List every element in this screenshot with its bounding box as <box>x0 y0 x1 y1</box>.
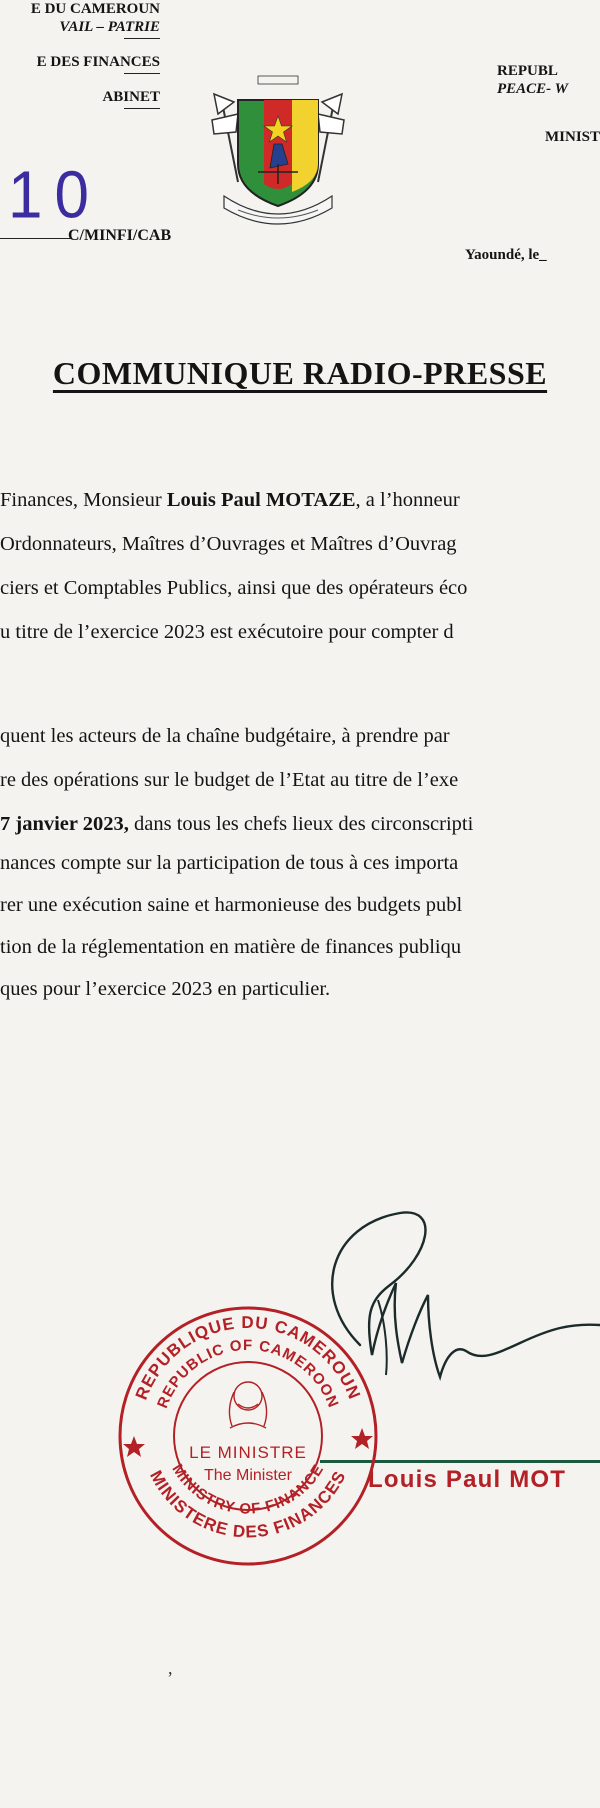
stamp-bottom-fr: MINISTERE DES FINANCES <box>146 1467 350 1542</box>
stamp-center-en: The Minister <box>203 1467 293 1484</box>
text-line: tion de la réglementation en matière de finances publiqu <box>0 936 462 958</box>
text-run: dans tous les chefs lieux des circonscripti <box>128 813 474 835</box>
country-motto: VAIL – PATRIE <box>59 19 160 35</box>
header-right <box>497 62 600 146</box>
ministry-name-en: MINIST <box>545 129 600 145</box>
divider <box>124 73 160 74</box>
signatory-name: Louis Paul MOT <box>368 1466 567 1493</box>
text-line: ques pour l’exercice 2023 en particulier. <box>0 978 331 1000</box>
text-line <box>0 802 600 846</box>
minister-name: Louis Paul MOTAZE <box>166 489 356 511</box>
text-line: Ordonnateurs, Maîtres d’Ouvrages et Maîtres d’Ouvrag <box>0 533 457 555</box>
stamp-top-fr: REPUBLIQUE DU CAMEROUN <box>131 1312 365 1403</box>
divider <box>124 38 160 39</box>
coat-of-arms-icon <box>208 72 348 232</box>
text-line: nances compte sur la participation de tous à ces importa <box>0 852 459 874</box>
reference-suffix: C/MINFI/CAB <box>68 227 172 244</box>
official-stamp <box>112 1300 384 1572</box>
country-name-en: REPUBL <box>497 63 558 79</box>
divider <box>124 108 160 109</box>
place-date: Yaoundé, le_ <box>465 247 547 263</box>
stamp-bottom-en: MINISTRY OF FINANCE <box>168 1461 328 1518</box>
stamp-top-en: REPUBLIC OF CAMEROON <box>154 1336 342 1411</box>
stamp-center-fr: LE MINISTRE <box>189 1443 307 1462</box>
paragraph-1 <box>0 478 600 654</box>
office-name: ABINET <box>102 89 160 105</box>
stamp-emblem-icon <box>229 1382 266 1428</box>
text-line: re des opérations sur le budget de l’Etat au titre de l’exe <box>0 769 459 791</box>
paragraph-3 <box>0 842 600 1010</box>
paragraph-2 <box>0 714 600 846</box>
star-icon <box>123 1436 145 1457</box>
text-line <box>0 478 600 522</box>
text-line: u titre de l’exercice 2023 est exécutoire pour compter d <box>0 621 454 643</box>
ink-mark: , <box>168 1658 173 1678</box>
text-line: quent les acteurs de la chaîne budgétaire, à prendre par <box>0 725 450 747</box>
header-left <box>0 0 160 111</box>
country-motto-en: PEACE- W <box>497 81 568 97</box>
text-run: , a l’honneur <box>355 489 460 511</box>
document-title: COMMUNIQUE RADIO-PRESSE <box>52 355 548 391</box>
text-run: Finances, Monsieur <box>0 489 167 511</box>
reference-number: 10 <box>8 158 101 233</box>
ministry-name: E DES FINANCES <box>36 54 160 70</box>
text-line: ciers et Comptables Publics, ainsi que des opérateurs éco <box>0 577 468 599</box>
reference-underline <box>0 238 72 239</box>
star-icon <box>351 1428 373 1449</box>
date-highlight: 7 janvier 2023, <box>0 813 129 835</box>
text-line: rer une exécution saine et harmonieuse des budgets publ <box>0 894 463 916</box>
country-name: E DU CAMEROUN <box>30 1 160 17</box>
